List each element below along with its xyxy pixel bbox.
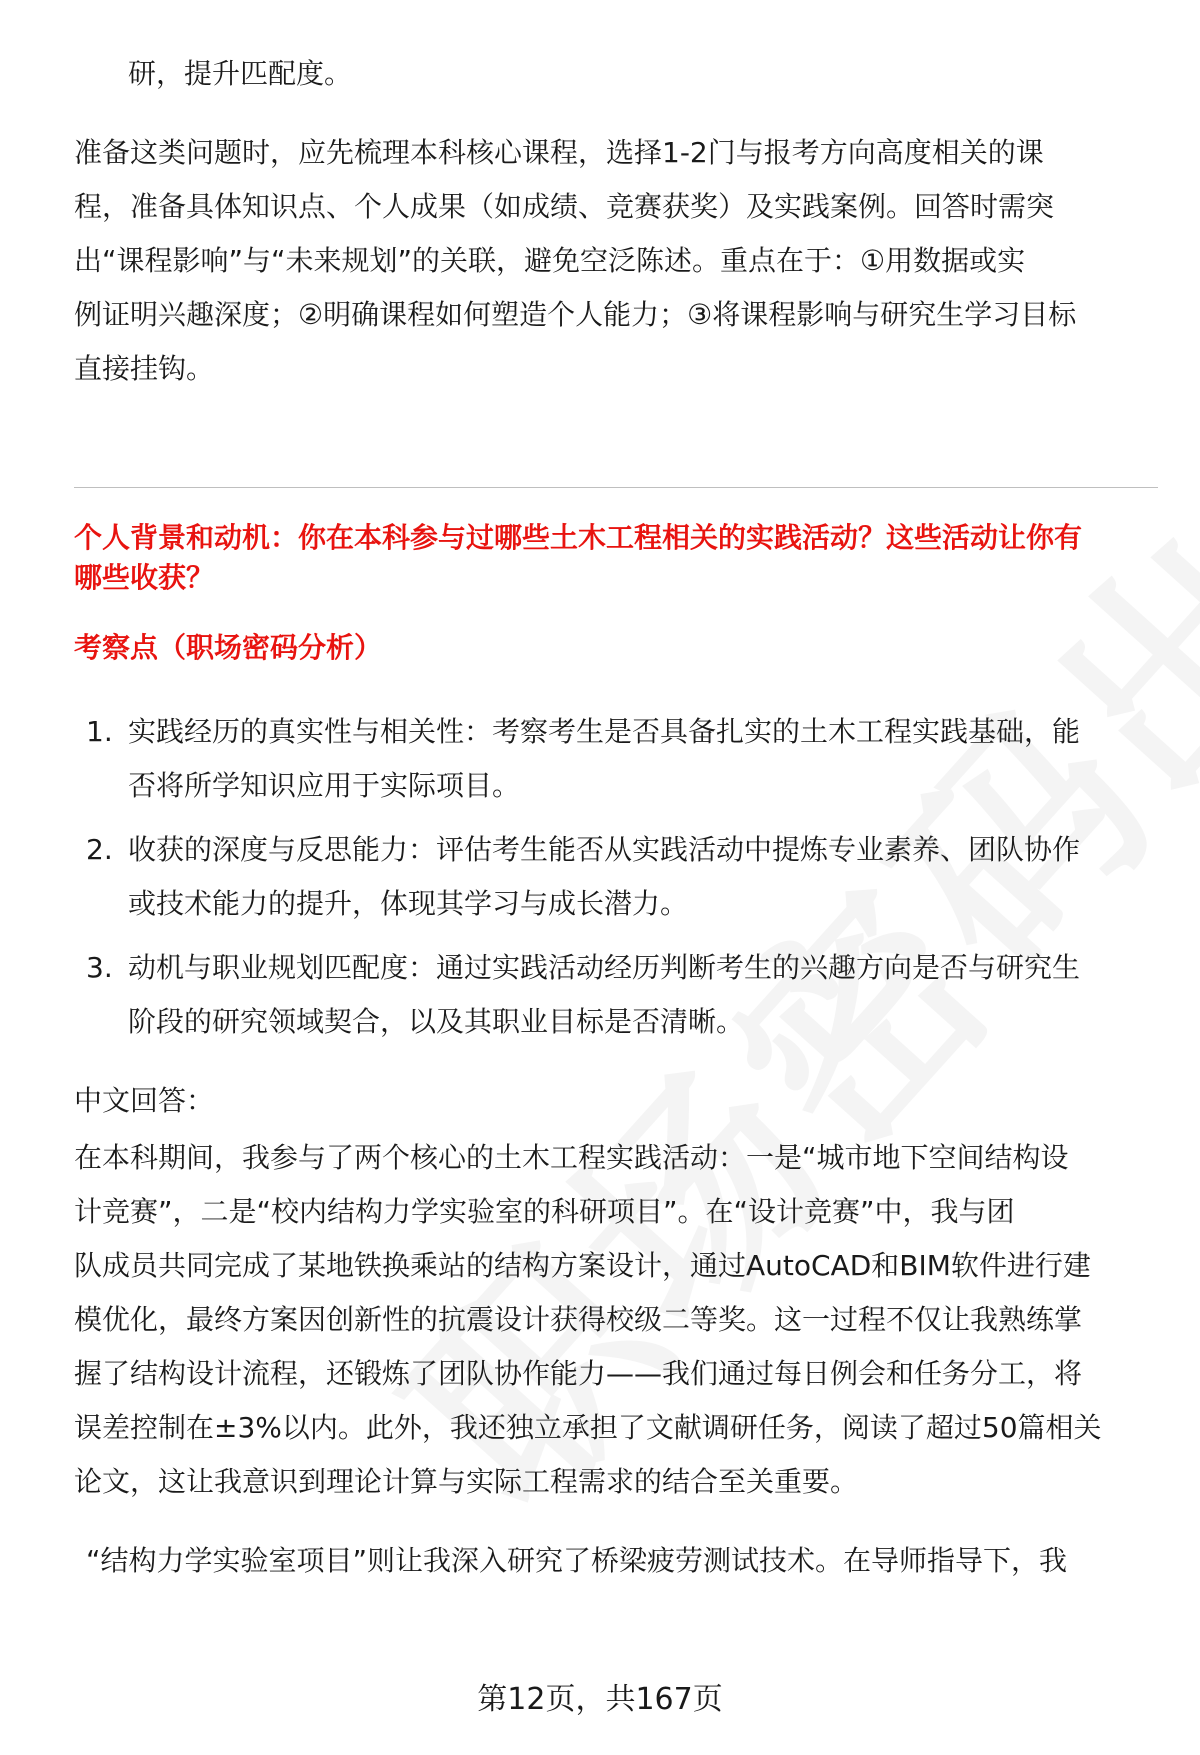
list-number: 1. [86, 715, 113, 748]
analysis-heading: 考察点（职场密码分析） [74, 631, 383, 664]
answer-line: 误差控制在±3%以内。此外，我还独立承担了文献调研任务，阅读了超过50篇相关 [74, 1411, 1102, 1444]
answer-line: 队成员共同完成了某地铁换乘站的结构方案设计，通过AutoCAD和BIM软件进行建 [74, 1249, 1091, 1282]
answer-line: 模优化，最终方案因创新性的抗震设计获得校级二等奖。这一过程不仅让我熟练掌 [74, 1303, 1083, 1336]
answer-line: 握了结构设计流程，还锻炼了团队协作能力——我们通过每日例会和任务分工，将 [74, 1357, 1083, 1390]
answer-line: “结构力学实验室项目”则让我深入研究了桥梁疲劳测试技术。在导师指导下，我 [86, 1544, 1068, 1577]
list-item-line: 阶段的研究领域契合，以及其职业目标是否清晰。 [128, 1005, 745, 1038]
question-heading: 个人背景和动机：你在本科参与过哪些土木工程相关的实践活动？这些活动让你有 [74, 521, 1083, 554]
intro-continuation: 研，提升匹配度。 [128, 57, 353, 90]
section-divider [74, 487, 1158, 488]
list-item-line: 收获的深度与反思能力：评估考生能否从实践活动中提炼专业素养、团队协作 [128, 833, 1081, 866]
answer-label: 中文回答： [74, 1084, 215, 1117]
list-item-line: 或技术能力的提升，体现其学习与成长潜力。 [128, 887, 689, 920]
list-number: 3. [86, 951, 113, 984]
answer-line: 在本科期间，我参与了两个核心的土木工程实践活动：一是“城市地下空间结构设 [74, 1141, 1069, 1174]
list-item-line: 动机与职业规划匹配度：通过实践活动经历判断考生的兴趣方向是否与研究生 [128, 951, 1081, 984]
intro-line: 出“课程影响”与“未来规划”的关联，避免空泛陈述。重点在于：①用数据或实 [74, 244, 1026, 277]
page-number: 第12页，共167页 [477, 1682, 723, 1717]
list-number: 2. [86, 833, 113, 866]
intro-line: 直接挂钩。 [74, 352, 215, 385]
list-item-line: 否将所学知识应用于实际项目。 [128, 769, 521, 802]
answer-line: 论文，这让我意识到理论计算与实际工程需求的结合至关重要。 [74, 1465, 859, 1498]
answer-line: 计竞赛”，二是“校内结构力学实验室的科研项目”。在“设计竞赛”中，我与团 [74, 1195, 1015, 1228]
question-heading: 哪些收获？ [74, 561, 215, 594]
intro-line: 准备这类问题时，应先梳理本科核心课程，选择1-2门与报考方向高度相关的课 [74, 136, 1044, 169]
list-item-line: 实践经历的真实性与相关性：考察考生是否具备扎实的土木工程实践基础，能 [128, 715, 1081, 748]
intro-line: 程，准备具体知识点、个人成果（如成绩、竞赛获奖）及实践案例。回答时需突 [74, 190, 1055, 223]
intro-line: 例证明兴趣深度；②明确课程如何塑造个人能力；③将课程影响与研究生学习目标 [74, 298, 1077, 331]
